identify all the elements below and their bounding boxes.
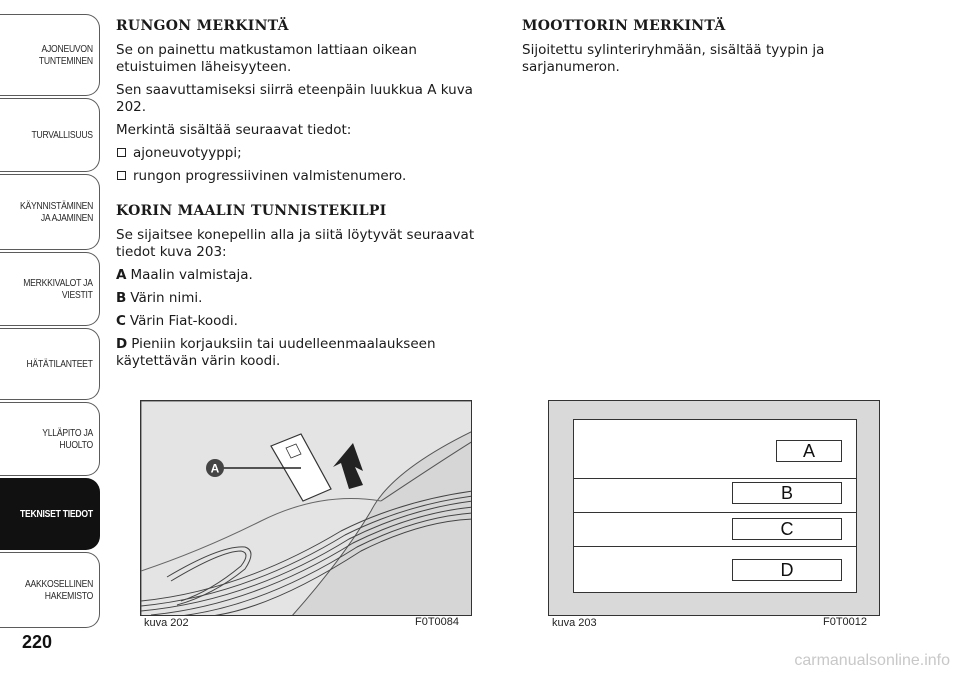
tab-label: TEKNISET TIEDOT xyxy=(20,508,93,520)
section-heading-rungon-merkinta: RUNGON MERKINTÄ xyxy=(116,18,289,34)
floor-hatch-illustration xyxy=(141,401,472,616)
paint-id-plate xyxy=(573,419,857,593)
tab-label: KÄYNNISTÄMINEN JA AJAMINEN xyxy=(19,200,93,224)
tab-tekniset-tiedot[interactable] xyxy=(0,478,100,550)
list-item-text: rungon progressiivinen valmistenumero. xyxy=(133,168,407,184)
item-text: Maalin valmistaja. xyxy=(130,267,253,283)
plate-label-d: D xyxy=(732,559,842,581)
watermark: carmanualsonline.info xyxy=(794,652,950,669)
list-item-text: ajoneuvotyyppi; xyxy=(133,145,242,161)
plate-label-b: B xyxy=(732,482,842,504)
checkbox-bullet-icon xyxy=(117,148,126,157)
definition-item xyxy=(116,336,496,370)
definition-item xyxy=(116,313,496,330)
figure-caption: kuva 202 xyxy=(144,617,189,629)
item-text: Värin Fiat-koodi. xyxy=(129,313,238,329)
tab-ajoneuvon-tunteminen[interactable] xyxy=(0,14,100,96)
right-column xyxy=(522,12,902,82)
definition-item xyxy=(116,290,496,307)
section-heading-korin-maalin-tunnistekilpi: KORIN MAALIN TUNNISTEKILPI xyxy=(116,203,387,219)
item-key: D xyxy=(116,336,128,352)
tab-aakkosellinen-hakemisto[interactable] xyxy=(0,552,100,628)
plate-label-c: C xyxy=(732,518,842,540)
tab-label: TURVALLISUUS xyxy=(31,129,93,141)
plate-label-a: A xyxy=(776,440,842,462)
figure-code: F0T0084 xyxy=(415,616,460,628)
section-heading-moottorin-merkinta: MOOTTORIN MERKINTÄ xyxy=(522,18,726,34)
paragraph: Se on painettu matkustamon lattiaan oikean etuistuimen läheisyyteen. xyxy=(116,42,417,75)
item-key: C xyxy=(116,313,126,329)
tab-turvallisuus[interactable] xyxy=(0,98,100,172)
tab-yllapito[interactable] xyxy=(0,402,100,476)
definition-item xyxy=(116,267,496,284)
figure-202 xyxy=(140,400,472,616)
left-column xyxy=(116,12,496,376)
list-item xyxy=(116,168,496,185)
item-key: A xyxy=(116,267,127,283)
paragraph: Merkintä sisältää seuraavat tiedot: xyxy=(116,122,352,138)
list-item xyxy=(116,145,496,162)
page-number: 220 xyxy=(22,632,53,652)
paragraph: Se sijaitsee konepellin alla ja siitä löytyvät seuraavat tiedot kuva 203: xyxy=(116,227,475,260)
item-text: Pieniin korjauksiin tai uudelleenmaalaukseen käytettävän värin koodi. xyxy=(116,336,436,369)
item-key: B xyxy=(116,290,127,306)
paragraph: Sijoitettu sylinteriryhmään, sisältää tyypin ja sarjanumeron. xyxy=(522,42,825,75)
tab-merkkivalot[interactable] xyxy=(0,252,100,326)
tab-label: YLLÄPITO JA HUOLTO xyxy=(42,427,93,451)
figure-code: F0T0012 xyxy=(823,616,868,628)
checkbox-bullet-icon xyxy=(117,171,126,180)
paragraph: Sen saavuttamiseksi siirrä eteenpäin luukkua A kuva 202. xyxy=(116,82,473,115)
figure-caption: kuva 203 xyxy=(552,617,597,629)
tab-label: AAKKOSELLINEN HAKEMISTO xyxy=(24,578,93,602)
tab-label: MERKKIVALOT JA VIESTIT xyxy=(23,277,93,301)
marker-a: A xyxy=(210,461,220,476)
tab-label: HÄTÄTILANTEET xyxy=(26,358,93,370)
figure-203 xyxy=(548,400,880,616)
item-text: Värin nimi. xyxy=(130,290,203,306)
tab-label: AJONEUVON TUNTEMINEN xyxy=(39,43,93,67)
tab-hatatilanteet[interactable] xyxy=(0,328,100,400)
tab-kaynnistaminen[interactable] xyxy=(0,174,100,250)
